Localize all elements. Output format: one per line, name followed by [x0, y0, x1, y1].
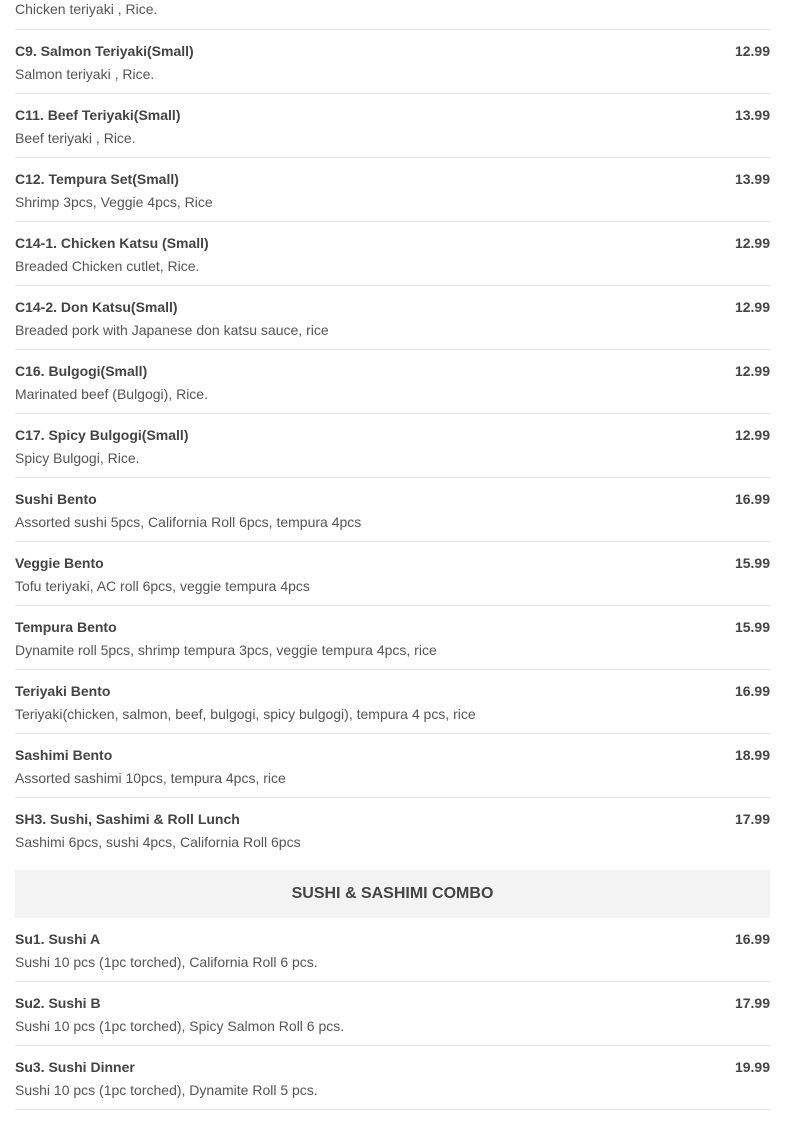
- item-name: Su3. Sushi Dinner: [15, 1059, 135, 1075]
- menu-item[interactable]: [15, 285, 770, 349]
- menu-item[interactable]: [15, 221, 770, 285]
- menu-item[interactable]: [15, 918, 770, 981]
- menu-item[interactable]: [15, 93, 770, 157]
- item-description: Marinated beef (Bulgogi), Rice.: [15, 386, 208, 402]
- item-name: C11. Beef Teriyaki(Small): [15, 107, 181, 123]
- menu-item[interactable]: [15, 1045, 770, 1110]
- menu-item[interactable]: [15, 797, 770, 870]
- item-price: 16.99: [734, 683, 770, 699]
- item-description: Sushi 10 pcs (1pc torched), Spicy Salmon Roll 6 pcs.: [15, 1018, 345, 1034]
- item-description: Salmon teriyaki , Rice.: [15, 66, 155, 82]
- item-price: 17.99: [734, 995, 770, 1011]
- item-name: Sushi Bento: [15, 491, 97, 507]
- item-name: Su2. Sushi B: [15, 995, 101, 1011]
- item-description: Breaded pork with Japanese don katsu sauce, rice: [15, 322, 329, 338]
- item-price: 12.99: [734, 43, 770, 59]
- menu-item[interactable]: [15, 541, 770, 605]
- item-name: SH3. Sushi, Sashimi & Roll Lunch: [15, 811, 240, 827]
- item-price: 12.99: [734, 363, 770, 379]
- item-description: Assorted sushi 5pcs, California Roll 6pcs, tempura 4pcs: [15, 514, 362, 530]
- item-description: Sashimi 6pcs, sushi 4pcs, California Roll 6pcs: [15, 834, 301, 850]
- item-price: 12.99: [734, 299, 770, 315]
- menu-list: [15, 29, 770, 1110]
- menu-item[interactable]: [15, 733, 770, 797]
- item-description: Beef teriyaki , Rice.: [15, 130, 136, 146]
- menu-item[interactable]: [15, 605, 770, 669]
- item-description: Sushi 10 pcs (1pc torched), Dynamite Roll 5 pcs.: [15, 1082, 318, 1098]
- item-price: 16.99: [734, 931, 770, 947]
- item-price: 18.99: [734, 747, 770, 763]
- item-name: C17. Spicy Bulgogi(Small): [15, 427, 189, 443]
- item-name: C14-1. Chicken Katsu (Small): [15, 235, 209, 251]
- item-description: Breaded Chicken cutlet, Rice.: [15, 258, 200, 274]
- item-name: C16. Bulgogi(Small): [15, 363, 148, 379]
- menu-item[interactable]: [15, 349, 770, 413]
- item-name: C12. Tempura Set(Small): [15, 171, 179, 187]
- item-price: 16.99: [734, 491, 770, 507]
- item-description: Spicy Bulgogi, Rice.: [15, 450, 140, 466]
- section-header: SUSHI & SASHIMI COMBO: [15, 870, 770, 918]
- item-name: Su1. Sushi A: [15, 931, 101, 947]
- item-name: C9. Salmon Teriyaki(Small): [15, 43, 194, 59]
- item-price: 15.99: [734, 555, 770, 571]
- item-name: Tempura Bento: [15, 619, 117, 635]
- menu-item[interactable]: [15, 157, 770, 221]
- menu-item[interactable]: [15, 669, 770, 733]
- menu-item[interactable]: [15, 413, 770, 477]
- menu-item[interactable]: [15, 477, 770, 541]
- item-description: Tofu teriyaki, AC roll 6pcs, veggie tempura 4pcs: [15, 578, 310, 594]
- item-name: Veggie Bento: [15, 555, 104, 571]
- item-name: Sashimi Bento: [15, 747, 113, 763]
- item-description: Chicken teriyaki , Rice.: [15, 1, 158, 17]
- item-price: 12.99: [734, 235, 770, 251]
- menu-item[interactable]: [15, 29, 770, 93]
- item-price: 13.99: [734, 171, 770, 187]
- menu-item[interactable]: [15, 981, 770, 1045]
- item-description: Dynamite roll 5pcs, shrimp tempura 3pcs, veggie tempura 4pcs, rice: [15, 642, 437, 658]
- item-description: Assorted sashimi 10pcs, tempura 4pcs, rice: [15, 770, 286, 786]
- item-description: Sushi 10 pcs (1pc torched), California Roll 6 pcs.: [15, 954, 318, 970]
- item-description: Teriyaki(chicken, salmon, beef, bulgogi, spicy bulgogi), tempura 4 pcs, rice: [15, 706, 476, 722]
- item-name: Teriyaki Bento: [15, 683, 111, 699]
- item-name: C14-2. Don Katsu(Small): [15, 299, 178, 315]
- item-description: Shrimp 3pcs, Veggie 4pcs, Rice: [15, 194, 213, 210]
- item-price: 13.99: [734, 107, 770, 123]
- item-price: 17.99: [734, 811, 770, 827]
- item-price: 15.99: [734, 619, 770, 635]
- item-price: 12.99: [734, 427, 770, 443]
- item-price: 19.99: [734, 1059, 770, 1075]
